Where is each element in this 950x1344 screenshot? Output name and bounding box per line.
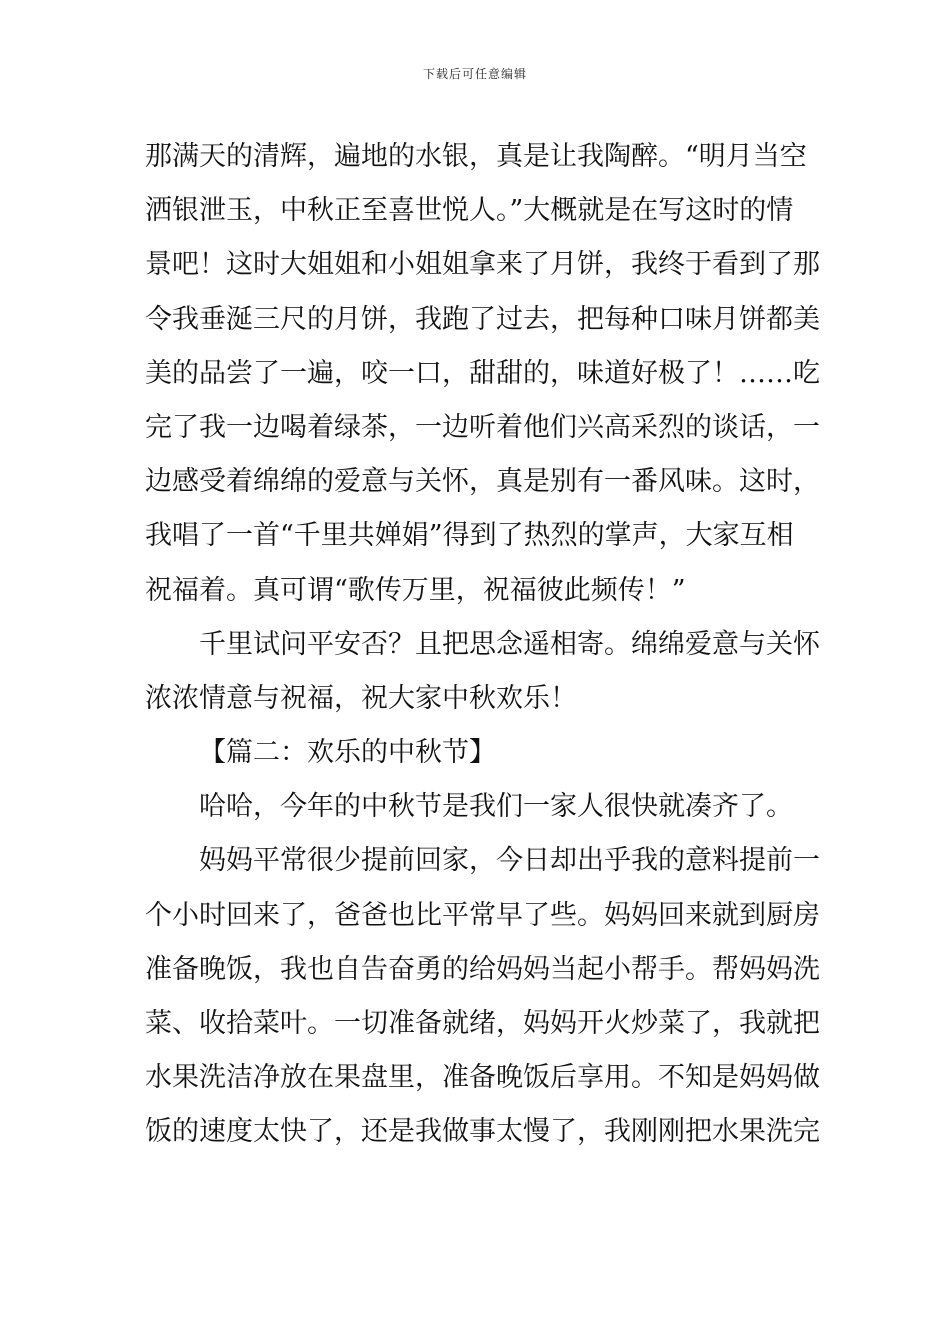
text-line: 我唱了一首“千里共婵娟”得到了热烈的掌声，大家互相 (145, 520, 794, 552)
text-line: 哈哈，今年的中秋节是我们一家人很快就凑齐了。 (199, 791, 793, 823)
section-heading: 【篇二：欢乐的中秋节】 (199, 737, 496, 769)
text-line: 边感受着绵绵的爱意与关怀，真是别有一番风味。这时， (145, 466, 820, 498)
text-line: 令我垂涎三尺的月饼，我跑了过去，把每种口味月饼都美 (145, 303, 820, 335)
text-line: 完了我一边喝着绿茶，一边听着他们兴高采烈的谈话，一 (145, 411, 820, 443)
text-line: 美的品尝了一遍，咬一口，甜甜的，味道好极了！……吃 (145, 357, 820, 389)
text-line: 那满天的清辉，遍地的水银，真是让我陶醉。“明月当空 (145, 141, 807, 172)
text-line: 千里试问平安否？且把思念遥相寄。绵绵爱意与关怀 (199, 628, 820, 660)
text-line: 饭的速度太快了，还是我做事太慢了，我刚刚把水果洗完 (145, 1116, 820, 1148)
text-line: 妈妈平常很少提前回家，今日却出乎我的意料提前一 (199, 845, 820, 877)
text-line: 菜、收拾菜叶。一切准备就绪，妈妈开火炒菜了，我就把 (145, 1008, 820, 1039)
text-line: 水果洗洁净放在果盘里，准备晚饭后享用。不知是妈妈做 (145, 1062, 820, 1094)
text-line: 祝福着。真可谓“歌传万里，祝福彼此频传！” (145, 574, 686, 606)
text-line: 浓浓情意与祝福，祝大家中秋欢乐！ (145, 682, 577, 714)
text-line: 个小时回来了，爸爸也比平常早了些。妈妈回来就到厨房 (145, 899, 820, 931)
text-line: 洒银泄玉，中秋正至喜世悦人。”大概就是在写这时的情 (145, 195, 794, 227)
page-header: 下载后可任意编辑 (422, 67, 527, 81)
text-line: 景吧！这时大姐姐和小姐姐拿来了月饼，我终于看到了那 (145, 249, 820, 281)
document-body (145, 130, 820, 1160)
text-line: 准备晚饭，我也自告奋勇的给妈妈当起小帮手。帮妈妈洗 (145, 953, 820, 985)
